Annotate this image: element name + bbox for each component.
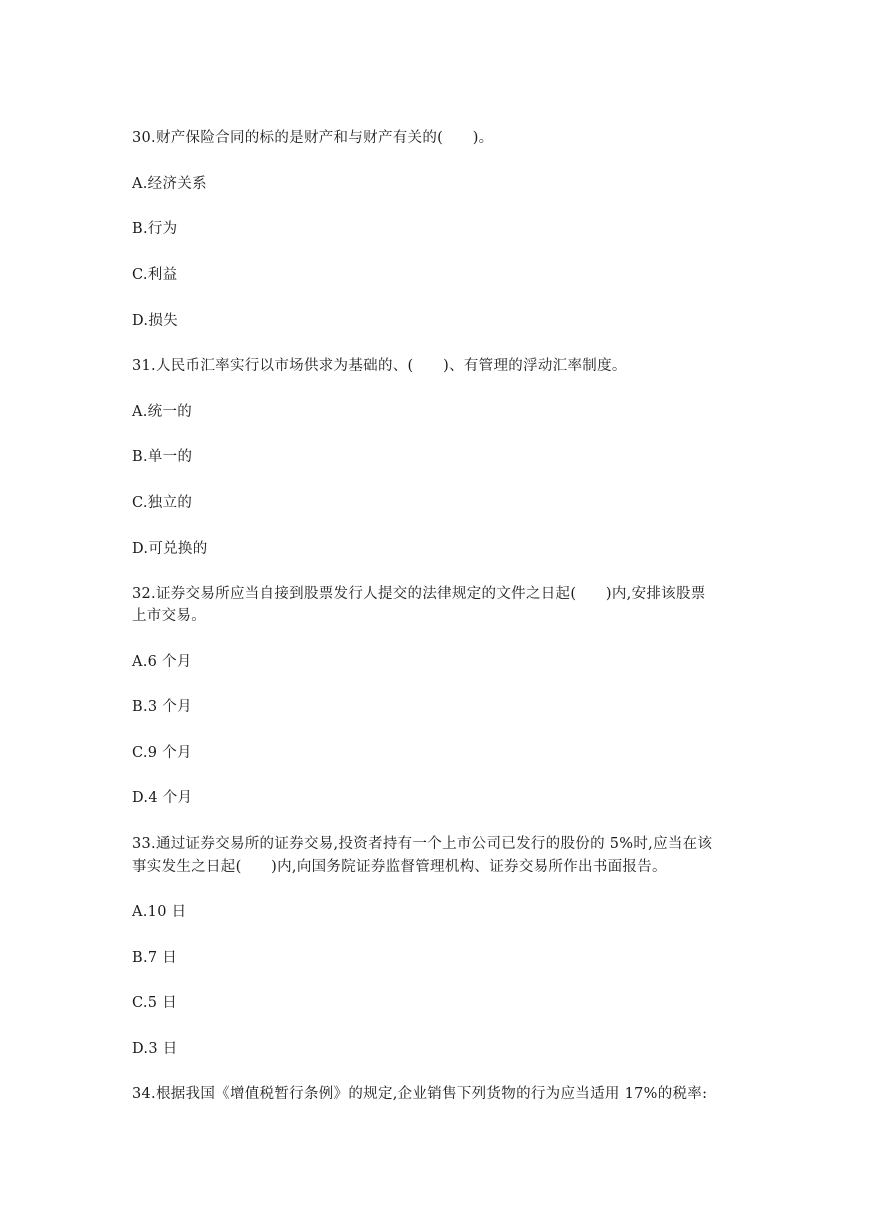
question-30-option-c: C.利益	[132, 267, 178, 283]
question-33-stem-line-2: 事实发生之日起( )内,向国务院证券监督管理机构、证券交易所作出书面报告。	[132, 859, 667, 875]
question-30-option-b: B.行为	[132, 221, 178, 237]
question-32-option-c: C.9 个月	[132, 745, 192, 761]
question-31-option-a: A.统一的	[132, 404, 193, 420]
question-31-stem: 31.人民币汇率实行以市场供求为基础的、( )、有管理的浮动汇率制度。	[132, 358, 627, 374]
question-34-stem: 34.根据我国《增值税暂行条例》的规定,企业销售下列货物的行为应当适用 17%的税率:	[132, 1086, 708, 1102]
question-30-stem: 30.财产保险合同的标的是财产和与财产有关的( )。	[132, 130, 494, 146]
question-32-stem-line-2: 上市交易。	[132, 608, 206, 624]
question-32-stem-line-1: 32.证券交易所应当自接到股票发行人提交的法律规定的文件之日起( )内,安排该股票	[132, 586, 706, 602]
question-32-option-b: B.3 个月	[132, 699, 192, 715]
question-33-option-a: A.10 日	[132, 904, 187, 920]
question-33-option-d: D.3 日	[132, 1041, 178, 1057]
question-30-option-d: D.损失	[132, 313, 178, 329]
question-33-stem-line-1: 33.通过证券交易所的证券交易,投资者持有一个上市公司已发行的股份的 5%时,应当在该	[132, 836, 713, 852]
question-31-option-c: C.独立的	[132, 495, 193, 511]
question-33-option-c: C.5 日	[132, 995, 178, 1011]
question-30-option-a: A.经济关系	[132, 176, 207, 192]
question-31-option-d: D.可兑换的	[132, 541, 208, 557]
question-32-option-a: A.6 个月	[132, 654, 192, 670]
question-31-option-b: B.单一的	[132, 449, 193, 465]
question-33-option-b: B.7 日	[132, 950, 178, 966]
question-32-option-d: D.4 个月	[132, 790, 193, 806]
